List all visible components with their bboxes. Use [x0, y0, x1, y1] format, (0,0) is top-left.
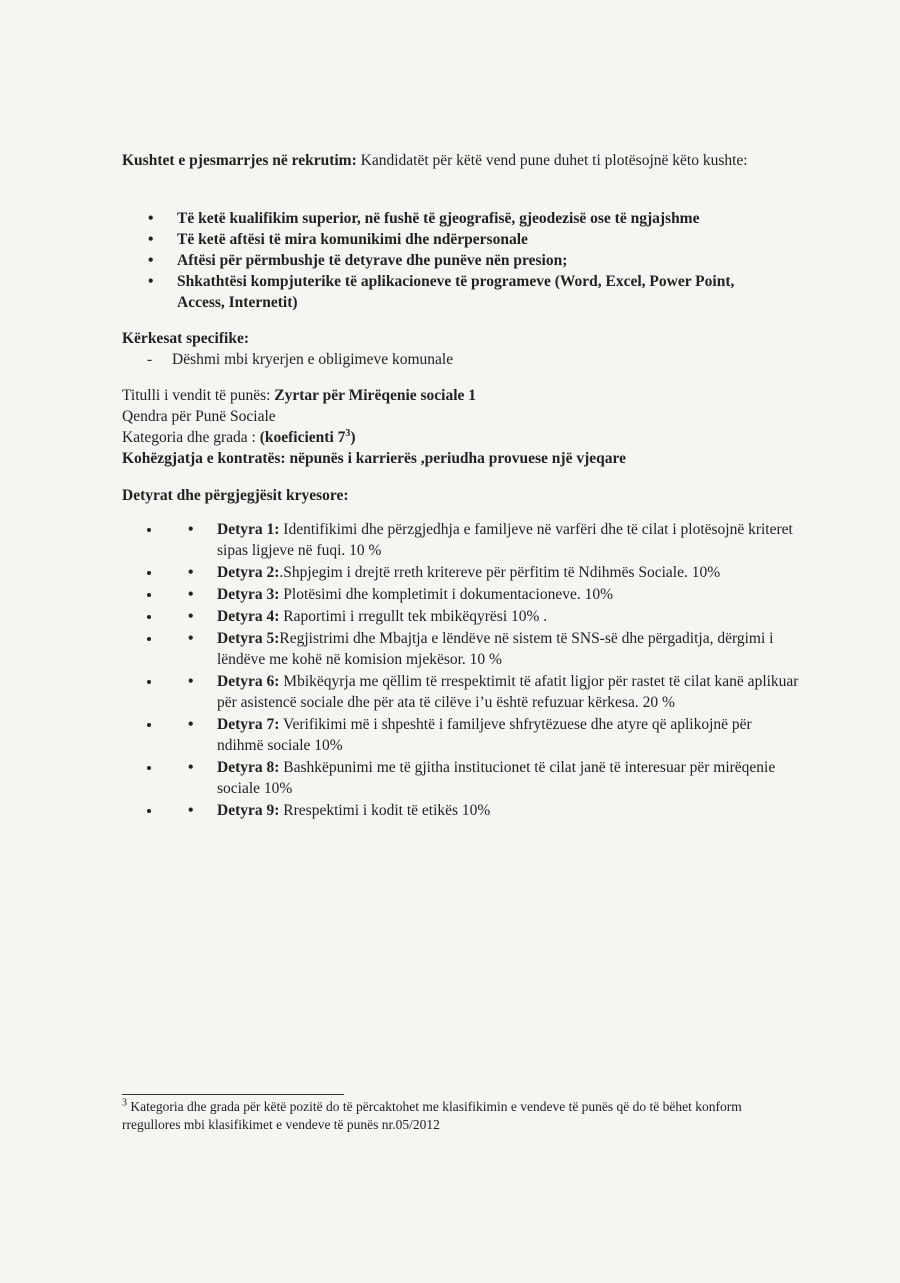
duty-label: Detyra 7: [217, 715, 280, 733]
specific-heading: Kërkesat specifike: [122, 330, 249, 347]
duty-label: Detyra 2: [217, 563, 280, 581]
list-item [162, 714, 802, 756]
duty-label: Detyra 3: [217, 585, 280, 603]
footnote [122, 1098, 802, 1134]
list-item [162, 584, 802, 605]
list-item [162, 757, 802, 799]
duties-list [122, 519, 802, 822]
specific-requirements [122, 328, 772, 370]
conditions-heading: Kushtet e pjesmarrjes në rekrutim: [122, 152, 357, 169]
duty-label: Detyra 6: [217, 672, 280, 690]
job-category-label: Kategoria dhe grada : [122, 429, 260, 446]
duty-label: Detyra 1: [217, 520, 280, 538]
footnote-text: Kategoria dhe grada për këtë pozitë do të përcaktohet me klasifikimin e vendeve të punës që do të bëhet konform rregullores mbi klasifikimet e vendeve të punës nr.05/2012 [122, 1099, 742, 1132]
duty-text: Regjistrimi dhe Mbajtja e lëndëve në sistem të SNS-së dhe përgaditja, dërgimi i lëndëve me kohë në komision mjekësor. 10 % [217, 629, 774, 668]
job-title-line [122, 385, 772, 406]
job-category-close: ) [350, 429, 356, 446]
footnote-divider [122, 1094, 344, 1095]
list-item [162, 562, 802, 583]
job-duration: Kohëzgjatja e kontratës: nëpunës i karrierës ,periudha provuese një vjeqare [122, 450, 626, 467]
duty-text: Identifikimi dhe përzgjedhja e familjeve në varfëri dhe të cilat i plotësojnë kriteret sipas ligjeve në fuqi. 10 % [217, 520, 793, 559]
duty-text: .Shpjegim i drejtë rreth kritereve për përfitim të Ndihmës Sociale. 10% [279, 563, 721, 581]
duty-label: Detyra 9: [217, 801, 280, 819]
conditions-intro [122, 150, 772, 171]
list-item: • Aftësi për përmbushje të detyrave dhe punëve nën presion; [122, 250, 772, 271]
footnote-reference: 3 [345, 427, 351, 439]
list-item: • Të ketë kualifikim superior, në fushë të gjeografisë, gjeodezisë ose të ngjajshme [122, 208, 772, 229]
duty-text: Mbikëqyrja me qëllim të rrespektimit të afatit ligjor për rastet të cilat kanë aplikuar për asistencë sociale dhe për ata të cilëve i’u është refuzuar kërkesa. 20 % [217, 672, 799, 711]
job-info [122, 385, 772, 469]
duties-heading: Detyrat dhe përgjegjësit kryesore: [122, 487, 349, 504]
duty-label: Detyra 4: [217, 607, 280, 625]
specific-item [122, 349, 772, 370]
list-item [162, 800, 802, 821]
duty-label: Detyra 8: [217, 758, 280, 776]
list-item [162, 519, 802, 561]
conditions-intro-text: Kandidatët për këtë vend pune duhet ti plotësojnë këto kushte: [356, 152, 748, 169]
duty-text: Plotësimi dhe kompletimit i dokumentacioneve. 10% [279, 585, 614, 603]
list-item: • Shkathtësi kompjuterike të aplikacioneve të programeve (Word, Excel, Power Point, Access, Internetit) [122, 271, 772, 313]
list-item: • Të ketë aftësi të mira komunikimi dhe ndërpersonale [122, 229, 772, 250]
duty-text: Bashkëpunimi me të gjitha institucionet të cilat janë të interesuar për mirëqenie sociale 10% [217, 758, 776, 797]
specific-item-text: Dëshmi mbi kryerjen e obligimeve komunale [172, 351, 454, 368]
conditions-list [122, 208, 772, 313]
duty-text: Raportimi i rregullt tek mbikëqyrësi 10% . [279, 607, 548, 625]
list-item [162, 628, 802, 670]
job-title-label: Titulli i vendit të punës: [122, 387, 275, 404]
job-category-value: (koeficienti 7 [259, 429, 346, 446]
job-center: Qendra për Punë Sociale [122, 408, 276, 425]
duty-text: Rrespektimi i kodit të etikës 10% [279, 801, 491, 819]
duty-label: Detyra 5: [217, 629, 280, 647]
list-item [162, 606, 802, 627]
list-item [162, 671, 802, 713]
footnote-marker: 3 [122, 1097, 127, 1109]
duty-text: Verifikimi më i shpeshtë i familjeve shfrytëzuese dhe atyre që aplikojnë për ndihmë sociale 10% [217, 715, 752, 754]
job-title-value: Zyrtar për Mirëqenie sociale 1 [274, 387, 477, 404]
job-category-line [122, 427, 772, 448]
